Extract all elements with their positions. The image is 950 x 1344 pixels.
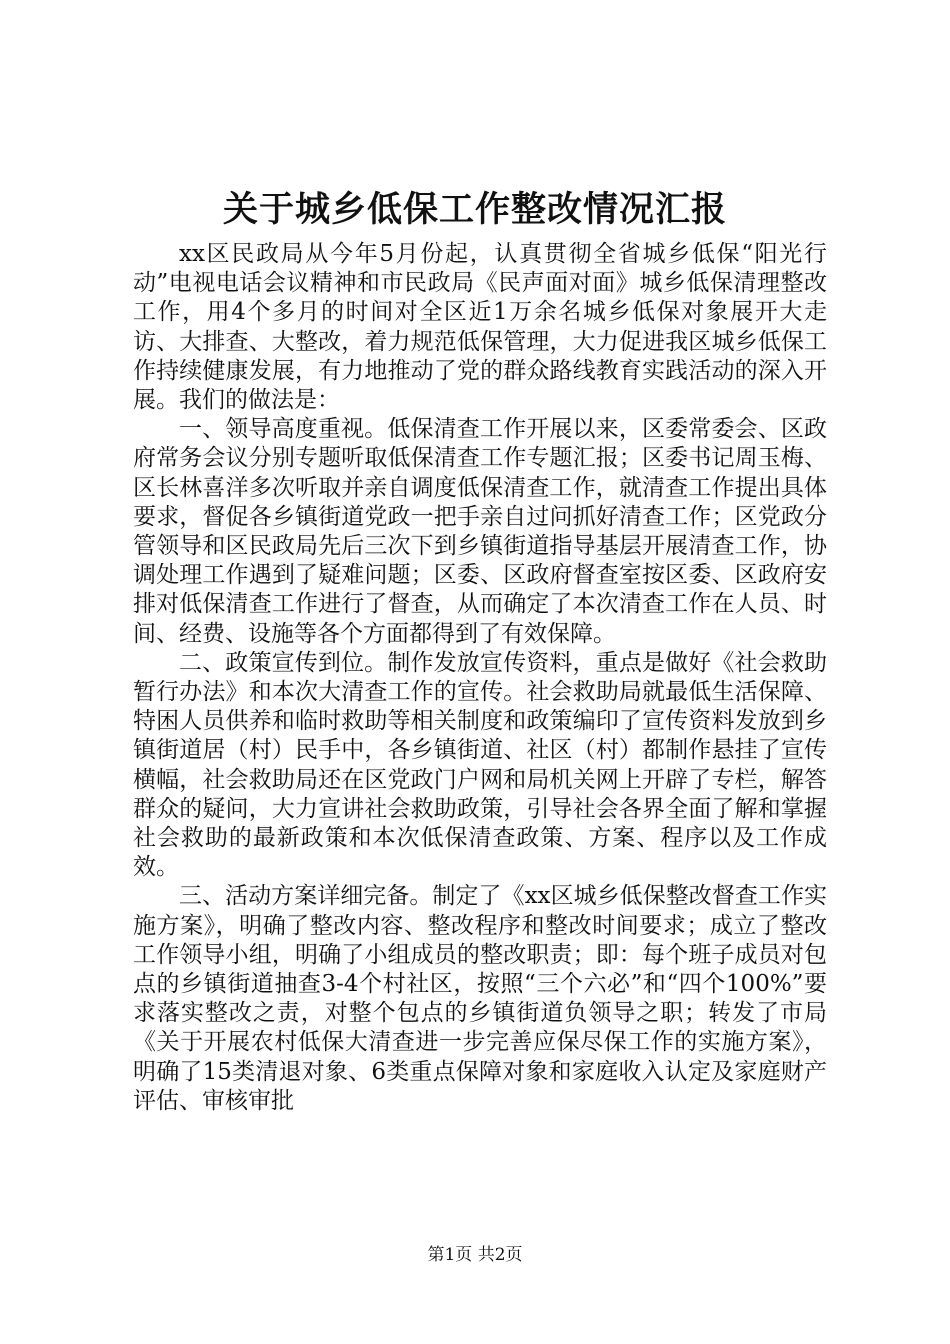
paragraph-leadership: 一、领导高度重视。低保清查工作开展以来，区委常委会、区政府常务会议分别专题听取低保清查工作专题汇报；区委书记周玉梅、区长林喜洋多次听取并亲自调度低保清查工作，就清查工作提出具体要求，督促各乡镇街道党政一把手亲自过问抓好清查工作；区党政分管领导和区民政局先后三次下到乡镇街道指导基层开展清查工作，协调处理工作遇到了疑难问题；区委、区政府督查室按区委、区政府安排对低保清查工作进行了督查，从而确定了本次清查工作在人员、时间、经费、设施等各个方面都得到了有效保障。 [133, 416, 827, 647]
paragraph-intro: xx区民政局从今年5月份起，认真贯彻全省城乡低保“阳光行动”电视电话会议精神和市民政局《民声面对面》城乡低保清理整改工作，用4个多月的时间对全区近1万余名城乡低保对象展开大走访、大排查、大整改，着力规范低保管理，大力促进我区城乡低保工作持续健康发展，有力地推动了党的群众路线教育实践活动的深入开展。我们的做法是： [133, 241, 827, 414]
page-number-footer: 第1页 共2页 [427, 1245, 523, 1265]
document-body [133, 240, 827, 1116]
document-title: 关于城乡低保工作整改情况汇报 [222, 189, 727, 230]
paragraph-policy-publicity: 二、政策宣传到位。制作发放宣传资料，重点是做好《社会救助暂行办法》和本次大清查工作的宣传。社会救助局就最低生活保障、特困人员供养和临时救助等相关制度和政策编印了宣传资料发放到乡镇街道居（村）民手中，各乡镇街道、社区（村）都制作悬挂了宣传横幅，社会救助局还在区党政门户网和局机关网上开辟了专栏，解答群众的疑问，大力宣讲社会救助政策，引导社会各界全面了解和掌握社会救助的最新政策和本次低保清查政策、方案、程序以及工作成效。 [133, 649, 827, 881]
paragraph-action-plan: 三、活动方案详细完备。制定了《xx区城乡低保整改督查工作实施方案》，明确了整改内容、整改程序和整改时间要求；成立了整改工作领导小组，明确了小组成员的整改职责；即：每个班子成员对包点的乡镇街道抽查3-4个村社区，按照“三个六必”和“四个100%”要求落实整改之责，对整个包点的乡镇街道负领导之职；转发了市局《关于开展农村低保大清查进一步完善应保尽保工作的实施方案》，明确了15类清退对象、6类重点保障对象和家庭收入认定及家庭财产评估、审核审批 [133, 883, 827, 1114]
